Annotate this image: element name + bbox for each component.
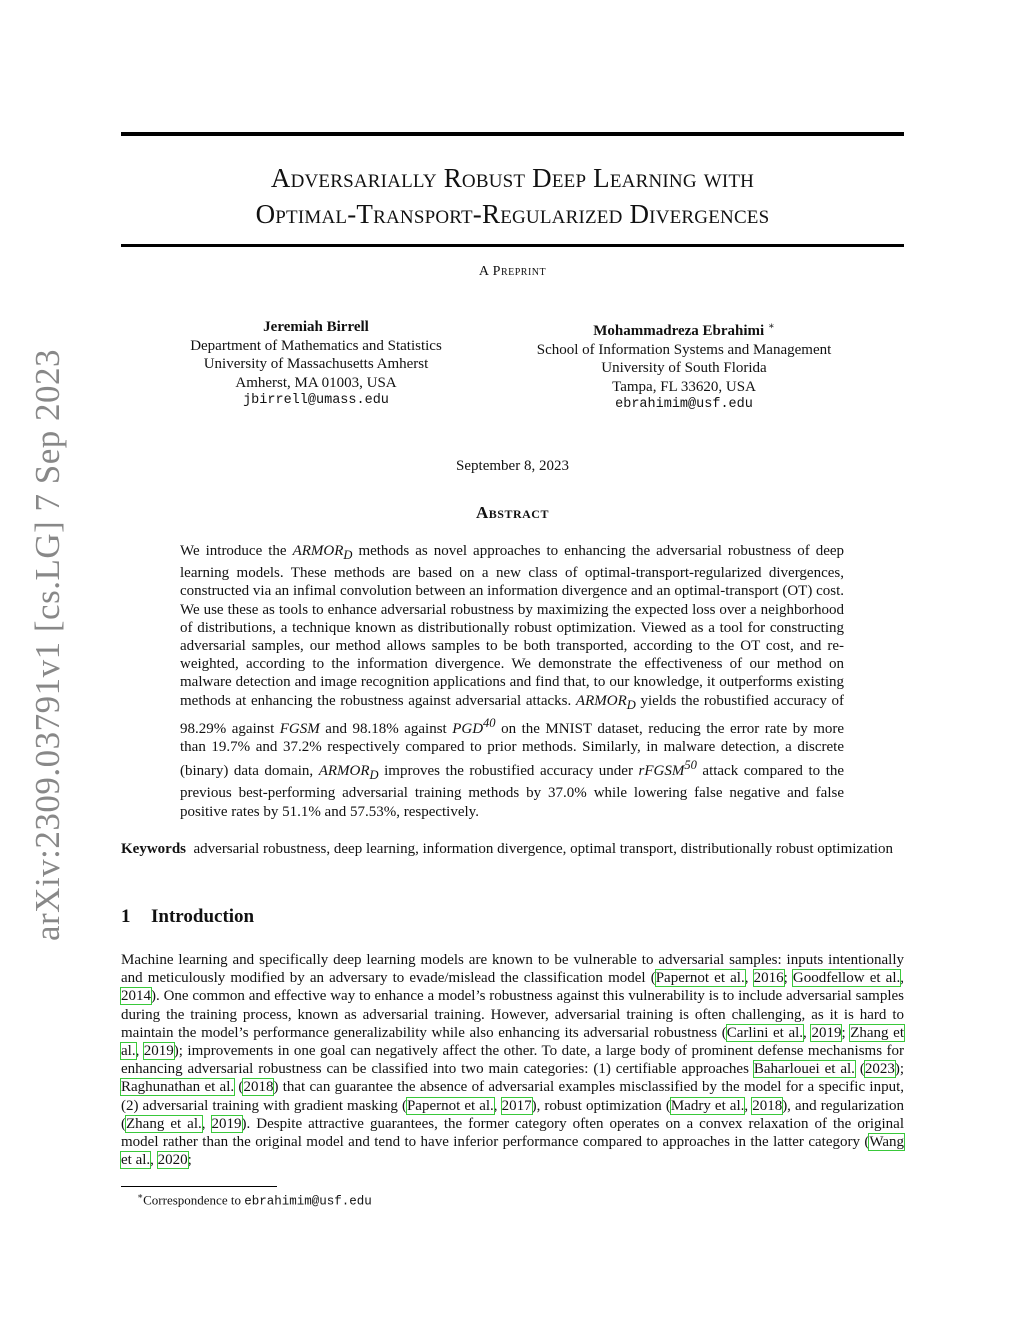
citation-link[interactable]: 2018 <box>243 1079 274 1096</box>
citation-link[interactable]: 2019 <box>143 1043 174 1060</box>
math-symbol: ARMOR <box>575 692 627 709</box>
bottom-rule <box>121 244 904 247</box>
author-email[interactable]: jbirrell@umass.edu <box>243 393 389 408</box>
author-dept: Department of Mathematics and Statistics <box>190 337 442 354</box>
citation-link[interactable]: Wang et al. <box>121 1134 904 1169</box>
citation-link[interactable]: 2017 <box>501 1097 532 1114</box>
section-heading <box>121 906 254 928</box>
citation-link[interactable]: Zhang et al. <box>121 1024 905 1060</box>
author-email[interactable]: ebrahimim@usf.edu <box>615 397 753 412</box>
footnote-email[interactable]: ebrahimim@usf.edu <box>244 1194 372 1209</box>
intro-segment: Machine learning and specifically deep learning models are known to be vulnerable to adversarial samples: inputs intentionally and meticulously modified by an adversary to evade/mislead the classification model ( <box>121 952 904 987</box>
author-name-row <box>504 318 864 341</box>
math-symbol: PGD <box>452 720 484 737</box>
citation-link[interactable]: 2019 <box>211 1115 242 1132</box>
intro-segment: ). One common and effective way to enhance a model’s robustness against this vulnerability is to include adversarial samples during the training process, known as adversarial training. However, adversarial training is often challenging, as it is hard to maintain the model’s performance generalizability while also enhancing its adversarial robustness ( <box>121 988 904 1041</box>
author-2 <box>504 318 864 415</box>
citation-link[interactable]: Baharlouei et al. <box>753 1061 855 1078</box>
math-armor <box>575 692 636 712</box>
abstract-segment: We introduce the <box>180 543 287 559</box>
citation-link[interactable]: Zhang et al. <box>126 1115 202 1132</box>
math-rfgsm <box>638 758 697 780</box>
author-name: Mohammadreza Ebrahimi <box>593 323 765 339</box>
intro-paragraph: Machine learning and specifically deep learning models are known to be vulnerable to adversarial samples: inputs intentionally and meticulously modified by an adversary to evade/mislead the classification model (Papernot et al., 2016; Goodfellow et al., 2014). One common and effective way to enhance a model’s robustness against this vulnerability is to include adversarial samples during the training process, known as adversarial training. However, adversarial training is often challenging, as it is hard to maintain the model’s performance generalizability while also enhancing its adversarial robustness (Carlini et al., 2019; Zhang et al., 2019); improvements in one goal can negatively affect the other. To date, a large body of prominent defense mechanisms for enhancing adversarial robustness can be classified into two main categories: (1) certifiable approaches Baharlouei et al. (2023); Raghunathan et al. (2018) that can guarantee the absence of adversarial examples misclassified by the model for a specific input, (2) adversarial training with gradient masking (Papernot et al., 2017), robust optimization (Madry et al., 2018), and regularization (Zhang et al., 2019). Despite attractive guarantees, the former category often operates on a convex relaxation of the original model rather than the original model and tend to have inferior performance compared to approaches in the latter category (Wang et al., 2020; <box>121 952 905 1169</box>
citation-link[interactable]: Madry et al. <box>670 1097 745 1114</box>
intro-segment: ), robust optimization ( <box>531 1097 671 1114</box>
citation-link[interactable]: 2018 <box>752 1097 783 1114</box>
math-subscript: D <box>626 697 636 712</box>
top-rule <box>121 132 904 136</box>
abstract-text <box>180 542 844 821</box>
citation-link[interactable]: 2020 <box>157 1152 188 1169</box>
abstract-segment: and 98.18% against <box>325 720 447 737</box>
abstract-segment: attack compared to the previous best-performing adversarial training methods by 37.0% while lowering false negative and false positive rates by 51.1% and 57.53%, respectively. <box>180 763 845 820</box>
citation-link[interactable]: 2014 <box>121 988 151 1005</box>
section-number: 1 <box>121 906 131 927</box>
keywords <box>121 840 904 858</box>
math-symbol: ARMOR <box>292 543 344 559</box>
math-fgsm: FGSM <box>279 720 320 737</box>
footnote-mark: ∗ <box>137 1191 144 1201</box>
math-superscript: 40 <box>483 715 496 730</box>
paper-date: September 8, 2023 <box>456 458 569 474</box>
author-address: Amherst, MA 01003, USA <box>235 374 397 391</box>
math-armor <box>318 763 379 783</box>
preprint-label: A Preprint <box>478 264 547 279</box>
abstract-heading: Abstract <box>476 503 549 522</box>
citation-link[interactable]: Goodfellow et al. <box>792 970 901 987</box>
paper-title <box>121 160 904 232</box>
arxiv-stamp: arXiv:2309.03791v1 [cs.LG] 7 Sep 2023 <box>28 348 67 942</box>
citation-link[interactable]: Carlini et al. <box>726 1024 804 1041</box>
citation-link[interactable]: Papernot et al. <box>406 1097 494 1114</box>
author-univ: University of Massachusetts Amherst <box>203 356 429 372</box>
intro-segment: ). Despite attractive guarantees, the former category often operates on a convex relaxation of the original model rather than the original model and tend to have inferior performance compared to approaches in the latter category ( <box>121 1115 904 1151</box>
math-subscript: D <box>343 548 353 562</box>
intro-segment: that can guarantee the absence of adversarial examples misclassified by the model for a specific input, (2) adversarial training with gradient masking ( <box>121 1079 905 1114</box>
author-1 <box>136 318 496 411</box>
title-line-1: Adversarially Robust Deep Learning with <box>270 163 755 193</box>
footnote <box>137 1191 372 1208</box>
footnote-mark[interactable]: ∗ <box>767 321 775 332</box>
math-superscript: 50 <box>684 758 697 773</box>
intro-segment: ), and regularization ( <box>121 1097 905 1132</box>
footnote-text: Correspondence to <box>143 1192 241 1208</box>
math-symbol: ARMOR <box>318 763 370 780</box>
math-pgd <box>452 715 496 737</box>
citation-link[interactable]: 2016 <box>753 970 784 987</box>
intro-segment: ); improvements in one goal can negatively affect the other. To date, a large body of prominent defense mechanisms for enhancing adversarial robustness can be classified into two main categories: (1) certifiable approaches <box>121 1043 905 1078</box>
math-symbol: rFGSM <box>638 763 685 780</box>
abstract-segment: on the MNIST dataset, reducing the error rate by more than 19.7% and 37.2% respectively compared to prior methods. Similarly, in malware detection, a discrete (binary) data domain, <box>180 720 845 780</box>
citation-link[interactable]: 2023 <box>864 1061 895 1078</box>
abstract-segment: methods as novel approaches to enhancing the adversarial robustness of deep learning models. These methods are based on a new class of optimal-transport-regularized divergences, constructed via an infimal convolution between an information divergence and an optimal-transport (OT) cost. We use these as tools to enhance adversarial robustness by maximizing the expected loss over a neighborhood of distributions, a technique known as distributionally robust optimization. Viewed as a tool for constructing adversarial samples, our method allows samples to be both transported, according to the OT cost, and re-weighted, according to the information divergence. We demonstrate the effectiveness of our method on malware detection and image recognition applications and find that, to our knowledge, it outperforms existing methods at enhancing the robustness against adversarial attacks. <box>180 543 845 709</box>
citation-link[interactable]: Raghunathan et al. <box>121 1079 235 1096</box>
citation-link[interactable]: Papernot et al. <box>655 970 745 987</box>
abstract-segment: improves the robustified accuracy under <box>384 763 633 780</box>
abstract-segment: yields the robustified accuracy of 98.29% against <box>180 692 845 737</box>
citation-link[interactable]: 2019 <box>811 1024 842 1041</box>
author-univ: University of South Florida <box>601 360 767 376</box>
keywords-label: Keywords <box>121 841 186 857</box>
math-armor <box>292 543 353 562</box>
section-title: Introduction <box>151 906 255 927</box>
author-dept: School of Information Systems and Management <box>536 341 832 358</box>
author-address: Tampa, FL 33620, USA <box>612 378 756 395</box>
author-name: Jeremiah Birrell <box>263 319 369 335</box>
footnote-rule <box>121 1186 277 1187</box>
math-subscript: D <box>369 768 379 783</box>
title-line-2: Optimal-Transport-Regularized Divergences <box>255 199 770 229</box>
keywords-list: adversarial robustness, deep learning, information divergence, optimal transport, distributionally robust optimization <box>193 841 894 857</box>
